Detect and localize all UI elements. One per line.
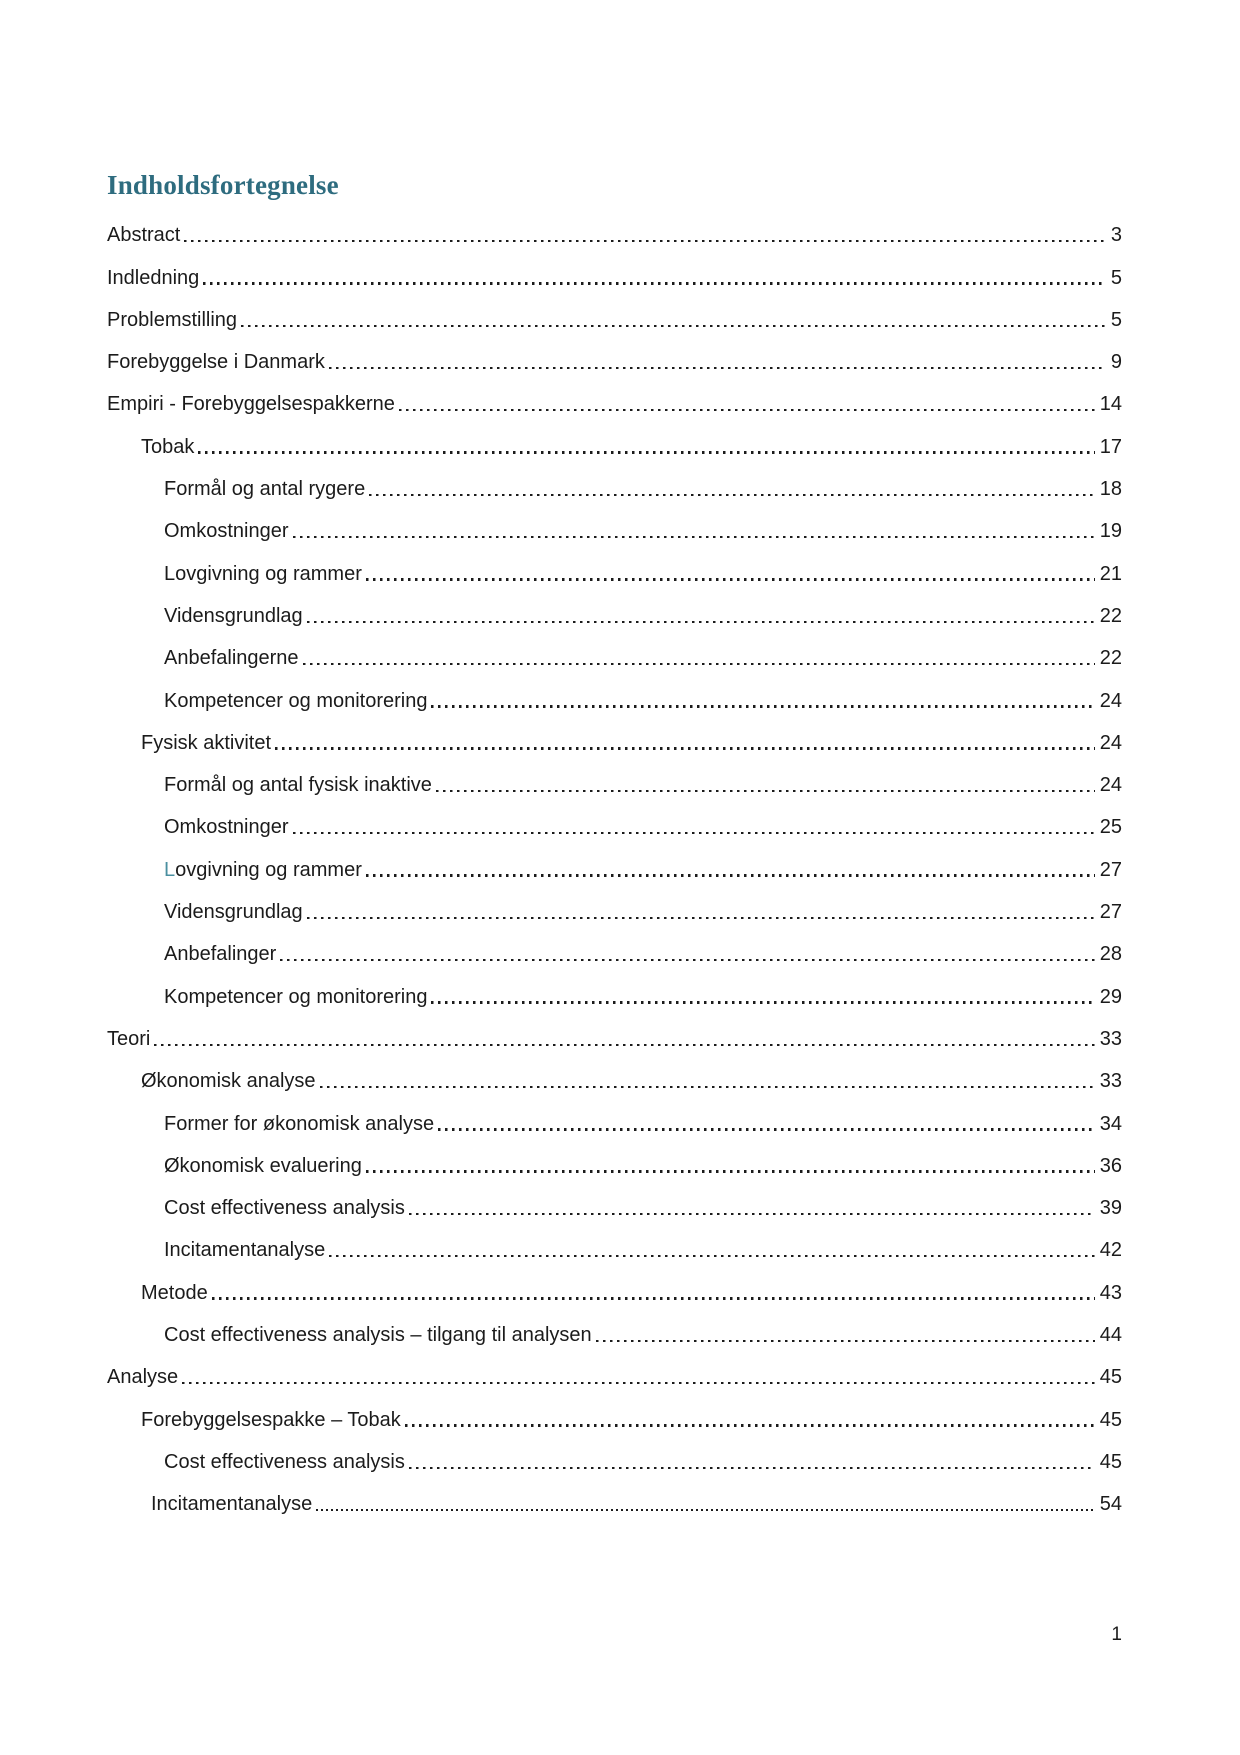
toc-entry-label: Cost effectiveness analysis xyxy=(164,1197,405,1220)
toc-entry[interactable] xyxy=(107,1312,1122,1354)
toc-entry-label: Vidensgrundlag xyxy=(164,604,303,627)
toc-entry-label: Omkostninger xyxy=(164,520,289,543)
toc-entry[interactable] xyxy=(107,1227,1122,1269)
dot-leader xyxy=(182,1382,1095,1384)
toc-entry[interactable] xyxy=(107,254,1122,296)
toc-entry-page-number: 24 xyxy=(1099,774,1122,797)
toc-entry-page-number: 22 xyxy=(1099,604,1122,627)
toc-entry-page-number: 33 xyxy=(1099,1070,1122,1093)
toc-entry[interactable] xyxy=(107,1481,1122,1523)
toc-entry-page-number: 45 xyxy=(1099,1366,1122,1389)
dot-leader xyxy=(409,1213,1095,1215)
dot-leader xyxy=(303,663,1095,665)
page-number-footer: 1 xyxy=(1111,1624,1122,1645)
dot-leader xyxy=(241,325,1106,327)
toc-entry-label: Anbefalingerne xyxy=(164,647,299,670)
toc-entry-label: Kompetencer og monitorering xyxy=(164,689,428,712)
toc-entry-label: Incitamentanalyse xyxy=(151,1493,313,1516)
dot-leader xyxy=(596,1340,1095,1342)
toc-entry-label: Incitamentanalyse xyxy=(164,1239,326,1262)
toc-entry-page-number: 27 xyxy=(1099,901,1122,924)
toc-entry[interactable] xyxy=(107,423,1122,465)
toc-entry[interactable] xyxy=(107,635,1122,677)
toc-entry-label: Økonomisk evaluering xyxy=(164,1154,362,1177)
toc-entry-label: Abstract xyxy=(107,224,181,247)
dot-leader xyxy=(293,832,1095,834)
toc-entry-label: Fysisk aktivitet xyxy=(141,731,272,754)
toc-entry-page-number: 9 xyxy=(1110,351,1122,374)
toc-entry-page-number: 33 xyxy=(1099,1027,1122,1050)
toc-entry-page-number: 42 xyxy=(1099,1239,1122,1262)
toc-entry-page-number: 43 xyxy=(1099,1281,1122,1304)
toc-entry-page-number: 28 xyxy=(1099,943,1122,966)
toc-entry-page-number: 24 xyxy=(1099,689,1122,712)
toc-entry[interactable] xyxy=(107,1354,1122,1396)
toc-entry-label: Tobak xyxy=(141,435,195,458)
toc-entry[interactable] xyxy=(107,931,1122,973)
toc-entry[interactable] xyxy=(107,466,1122,508)
toc-entry-page-number: 18 xyxy=(1099,478,1122,501)
toc-entry-label: Teori xyxy=(107,1027,151,1050)
toc-entry[interactable] xyxy=(107,1016,1122,1058)
dot-leader xyxy=(212,1297,1095,1299)
toc-entry-label: Analyse xyxy=(107,1366,179,1389)
dot-leader xyxy=(436,790,1095,792)
toc-entry[interactable] xyxy=(107,762,1122,804)
toc-entry-label: Forebyggelsespakke – Tobak xyxy=(141,1408,401,1431)
toc-entry[interactable] xyxy=(107,1396,1122,1438)
dot-leader xyxy=(203,282,1106,284)
toc-entry-page-number: 34 xyxy=(1099,1112,1122,1135)
toc-entry[interactable] xyxy=(107,677,1122,719)
toc-entry[interactable] xyxy=(107,339,1122,381)
dot-leader xyxy=(369,494,1095,496)
toc-entry-label: Formål og antal rygere xyxy=(164,478,366,501)
toc-entry-label: Cost effectiveness analysis – tilgang til analysen xyxy=(164,1324,592,1347)
toc-entry[interactable] xyxy=(107,720,1122,762)
toc-entry-accent-letter: L xyxy=(164,858,176,881)
toc-entry-page-number: 44 xyxy=(1099,1324,1122,1347)
toc-entry-label: Anbefalinger xyxy=(164,943,277,966)
toc-entry[interactable] xyxy=(107,1143,1122,1185)
dot-leader xyxy=(154,1044,1094,1046)
toc-entry[interactable] xyxy=(107,1185,1122,1227)
toc-entry-label: ovgivning og rammer xyxy=(175,858,362,881)
toc-entry-label: Empiri - Forebyggelsespakkerne xyxy=(107,393,395,416)
toc-entry-page-number: 39 xyxy=(1099,1197,1122,1220)
toc-entry[interactable] xyxy=(107,593,1122,635)
toc-entry[interactable] xyxy=(107,381,1122,423)
toc-entry-label: Omkostninger xyxy=(164,816,289,839)
toc-entry-label: Former for økonomisk analyse xyxy=(164,1112,435,1135)
toc-entry[interactable] xyxy=(107,212,1122,254)
toc-entry-page-number: 54 xyxy=(1099,1493,1122,1516)
dot-leader xyxy=(280,959,1094,961)
dot-leader xyxy=(329,367,1106,369)
dot-leader xyxy=(431,1001,1094,1003)
toc-entry[interactable] xyxy=(107,1058,1122,1100)
toc-entry-page-number: 5 xyxy=(1110,308,1122,331)
toc-entry-label: Lovgivning og rammer xyxy=(164,562,362,585)
dot-leader xyxy=(405,1424,1095,1426)
dot-leader xyxy=(316,1509,1095,1511)
toc-entry-page-number: 19 xyxy=(1099,520,1122,543)
toc-entry-label: Indledning xyxy=(107,266,200,289)
toc-entry-page-number: 3 xyxy=(1110,224,1122,247)
dot-leader xyxy=(184,240,1106,242)
toc-entry-page-number: 45 xyxy=(1099,1450,1122,1473)
toc-entry[interactable] xyxy=(107,508,1122,550)
toc-entry-label: Økonomisk analyse xyxy=(141,1070,316,1093)
toc-entry[interactable] xyxy=(107,1100,1122,1142)
toc-list xyxy=(107,212,1122,1523)
dot-leader xyxy=(307,621,1095,623)
toc-entry[interactable] xyxy=(107,973,1122,1015)
toc-entry[interactable] xyxy=(107,804,1122,846)
toc-entry-label: Problemstilling xyxy=(107,308,238,331)
toc-entry-page-number: 29 xyxy=(1099,985,1122,1008)
toc-entry-label: Cost effectiveness analysis xyxy=(164,1450,405,1473)
toc-entry-page-number: 45 xyxy=(1099,1408,1122,1431)
dot-leader xyxy=(366,578,1095,580)
toc-entry-page-number: 14 xyxy=(1099,393,1122,416)
toc-entry-label: Metode xyxy=(141,1281,208,1304)
dot-leader xyxy=(307,917,1095,919)
toc-entry-page-number: 17 xyxy=(1099,435,1122,458)
toc-entry-page-number: 36 xyxy=(1099,1154,1122,1177)
toc-entry[interactable] xyxy=(107,297,1122,339)
dot-leader xyxy=(293,536,1095,538)
toc-entry[interactable] xyxy=(107,846,1122,888)
toc-title: Indholdsfortegnelse xyxy=(107,170,339,200)
dot-leader xyxy=(438,1128,1095,1130)
toc-entry-page-number: 27 xyxy=(1099,858,1122,881)
toc-entry[interactable] xyxy=(107,1269,1122,1311)
toc-entry-label: Kompetencer og monitorering xyxy=(164,985,428,1008)
toc-entry[interactable] xyxy=(107,1439,1122,1481)
toc-entry[interactable] xyxy=(107,550,1122,592)
toc-entry-page-number: 24 xyxy=(1099,731,1122,754)
toc-entry-page-number: 25 xyxy=(1099,816,1122,839)
dot-leader xyxy=(198,451,1094,453)
dot-leader xyxy=(366,874,1095,876)
dot-leader xyxy=(399,409,1095,411)
toc-entry-page-number: 21 xyxy=(1099,562,1122,585)
dot-leader xyxy=(366,1170,1095,1172)
toc-entry-label: Vidensgrundlag xyxy=(164,901,303,924)
toc-entry[interactable] xyxy=(107,889,1122,931)
dot-leader xyxy=(409,1467,1095,1469)
toc-entry-label: Formål og antal fysisk inaktive xyxy=(164,774,432,797)
toc-entry-label: Forebyggelse i Danmark xyxy=(107,351,325,374)
dot-leader xyxy=(329,1255,1095,1257)
toc-entry-page-number: 5 xyxy=(1110,266,1122,289)
toc-entry-page-number: 22 xyxy=(1099,647,1122,670)
dot-leader xyxy=(320,1086,1095,1088)
dot-leader xyxy=(275,747,1095,749)
dot-leader xyxy=(431,705,1094,707)
